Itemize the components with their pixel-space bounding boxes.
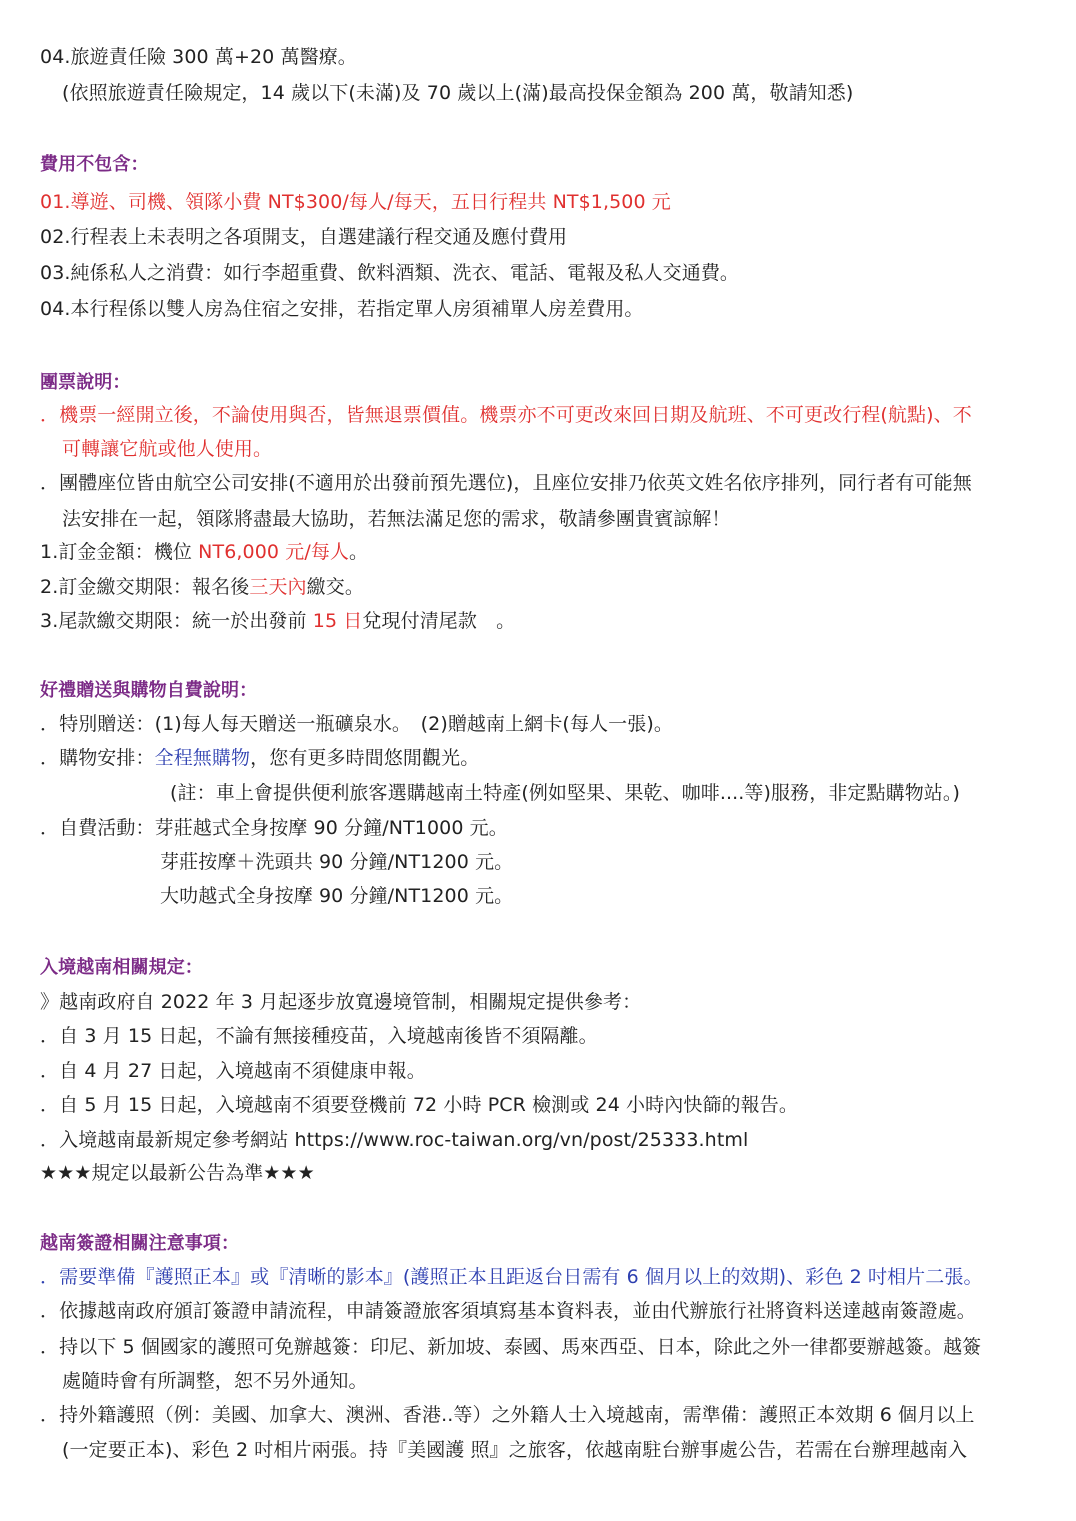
shopping-note: (註：車上會提供便利旅客選購越南土特產(例如堅果、果乾、咖啡....等)服務，非定點購物站。) — [170, 782, 961, 804]
ticket-heading: 團票說明： — [40, 372, 131, 393]
entry-item: ．自 3 月 15 日起，不論有無接種疫苗，入境越南後皆不須隔離。 — [40, 1025, 598, 1047]
deposit-amount: 1.訂金金額：機位 NT6,000 元/每人。 — [40, 541, 369, 563]
optional-activity: 大叻越式全身按摩 90 分鐘/NT1200 元。 — [160, 885, 514, 907]
ticket-refund-rule: ．機票一經開立後，不論使用與否，皆無退票價值。機票亦不可更改來回日期及航班、不可更改行程(航點)、不 — [40, 404, 972, 426]
balance-deadline-value: 15 日 — [312, 610, 363, 632]
excluded-item: 03.純係私人之消費：如行李超重費、飲料酒類、洗衣、電話、電報及私人交通費。 — [40, 262, 740, 284]
visa-exempt: ．持以下 5 個國家的護照可免辦越簽：印尼、新加坡、泰國、馬來西亞、日本，除此之外一律都要辦越簽。越簽 — [40, 1336, 982, 1358]
entry-item: ．自 5 月 15 日起，入境越南不須要登機前 72 小時 PCR 檢測或 24 小時內快篩的報告。 — [40, 1094, 798, 1116]
optional-activity: ．自費活動：芽莊越式全身按摩 90 分鐘/NT1000 元。 — [40, 817, 508, 839]
entry-note: ★★★規定以最新公告為準★★★ — [40, 1162, 315, 1184]
visa-foreign-passport-cont: (一定要正本)、彩色 2 吋相片兩張。持『美國護 照』之旅客，依越南駐台辦事處公告，若需在台辦理越南入 — [62, 1439, 968, 1461]
deposit-deadline: 2.訂金繳交期限：報名後三天內繳交。 — [40, 576, 364, 598]
ticket-refund-rule-cont: 可轉讓它航或他人使用。 — [62, 438, 273, 460]
ticket-seat-rule-cont: 法安排在一起，領隊將盡最大協助，若無法滿足您的需求，敬請參團貴賓諒解！ — [62, 508, 731, 530]
visa-foreign-passport: ．持外籍護照（例：美國、加拿大、澳洲、香港..等）之外籍人士入境越南，需準備：護照正本效期 6 個月以上 — [40, 1404, 975, 1426]
excluded-item-tips: 01.導遊、司機、領隊小費 NT$300/每人/每天，五日行程共 NT$1,500 元 — [40, 191, 671, 213]
visa-requirement: ．需要準備『護照正本』或『清晰的影本』(護照正本且距返台日需有 6 個月以上的效期)、彩色 2 吋相片二張。 — [40, 1266, 983, 1288]
entry-intro: 》越南政府自 2022 年 3 月起逐步放寬邊境管制，相關規定提供參考： — [40, 991, 642, 1013]
optional-activity: 芽莊按摩＋洗頭共 90 分鐘/NT1200 元。 — [160, 851, 514, 873]
entry-reference-link: ．入境越南最新規定參考網站 https://www.roc-taiwan.org/vn/post/25333.html — [40, 1129, 749, 1151]
entry-heading: 入境越南相關規定： — [40, 957, 203, 978]
shopping-line: ．購物安排：全程無購物，您有更多時間悠閒觀光。 — [40, 747, 480, 769]
excluded-item: 04.本行程係以雙人房為住宿之安排，若指定單人房須補單人房差費用。 — [40, 298, 644, 320]
entry-item: ．自 4 月 27 日起，入境越南不須健康申報。 — [40, 1060, 426, 1082]
excluded-heading: 費用不包含： — [40, 154, 149, 175]
visa-exempt-cont: 處隨時會有所調整，恕不另外通知。 — [62, 1370, 368, 1392]
deposit-amount-value: NT6,000 元/每人 — [198, 541, 350, 563]
visa-process: ．依據越南政府頒訂簽證申請流程，申請簽證旅客須填寫基本資料表，並由代辦旅行社將資料送達越南簽證處。 — [40, 1300, 976, 1322]
ticket-seat-rule: ．團體座位皆由航空公司安排(不適用於出發前預先選位)，且座位安排乃依英文姓名依序排列，同行者有可能無 — [40, 472, 972, 494]
shopping-value: 全程無購物 — [154, 747, 251, 769]
gift-line: ．特別贈送：(1)每人每天贈送一瓶礦泉水。 (2)贈越南上網卡(每人一張)。 — [40, 713, 673, 735]
deposit-deadline-value: 三天內 — [249, 576, 307, 598]
excluded-item: 02.行程表上未表明之各項開支，自選建議行程交通及應付費用 — [40, 226, 568, 248]
insurance-line: 04.旅遊責任險 300 萬+20 萬醫療。 — [40, 46, 357, 68]
visa-heading: 越南簽證相關注意事項： — [40, 1233, 240, 1254]
balance-deadline: 3.尾款繳交期限：統一於出發前 15 日兌現付清尾款 。 — [40, 610, 516, 632]
gifts-heading: 好禮贈送與購物自費說明： — [40, 680, 258, 701]
insurance-note: (依照旅遊責任險規定，14 歲以下(未滿)及 70 歲以上(滿)最高投保金額為 200 萬，敬請知悉) — [62, 82, 854, 104]
